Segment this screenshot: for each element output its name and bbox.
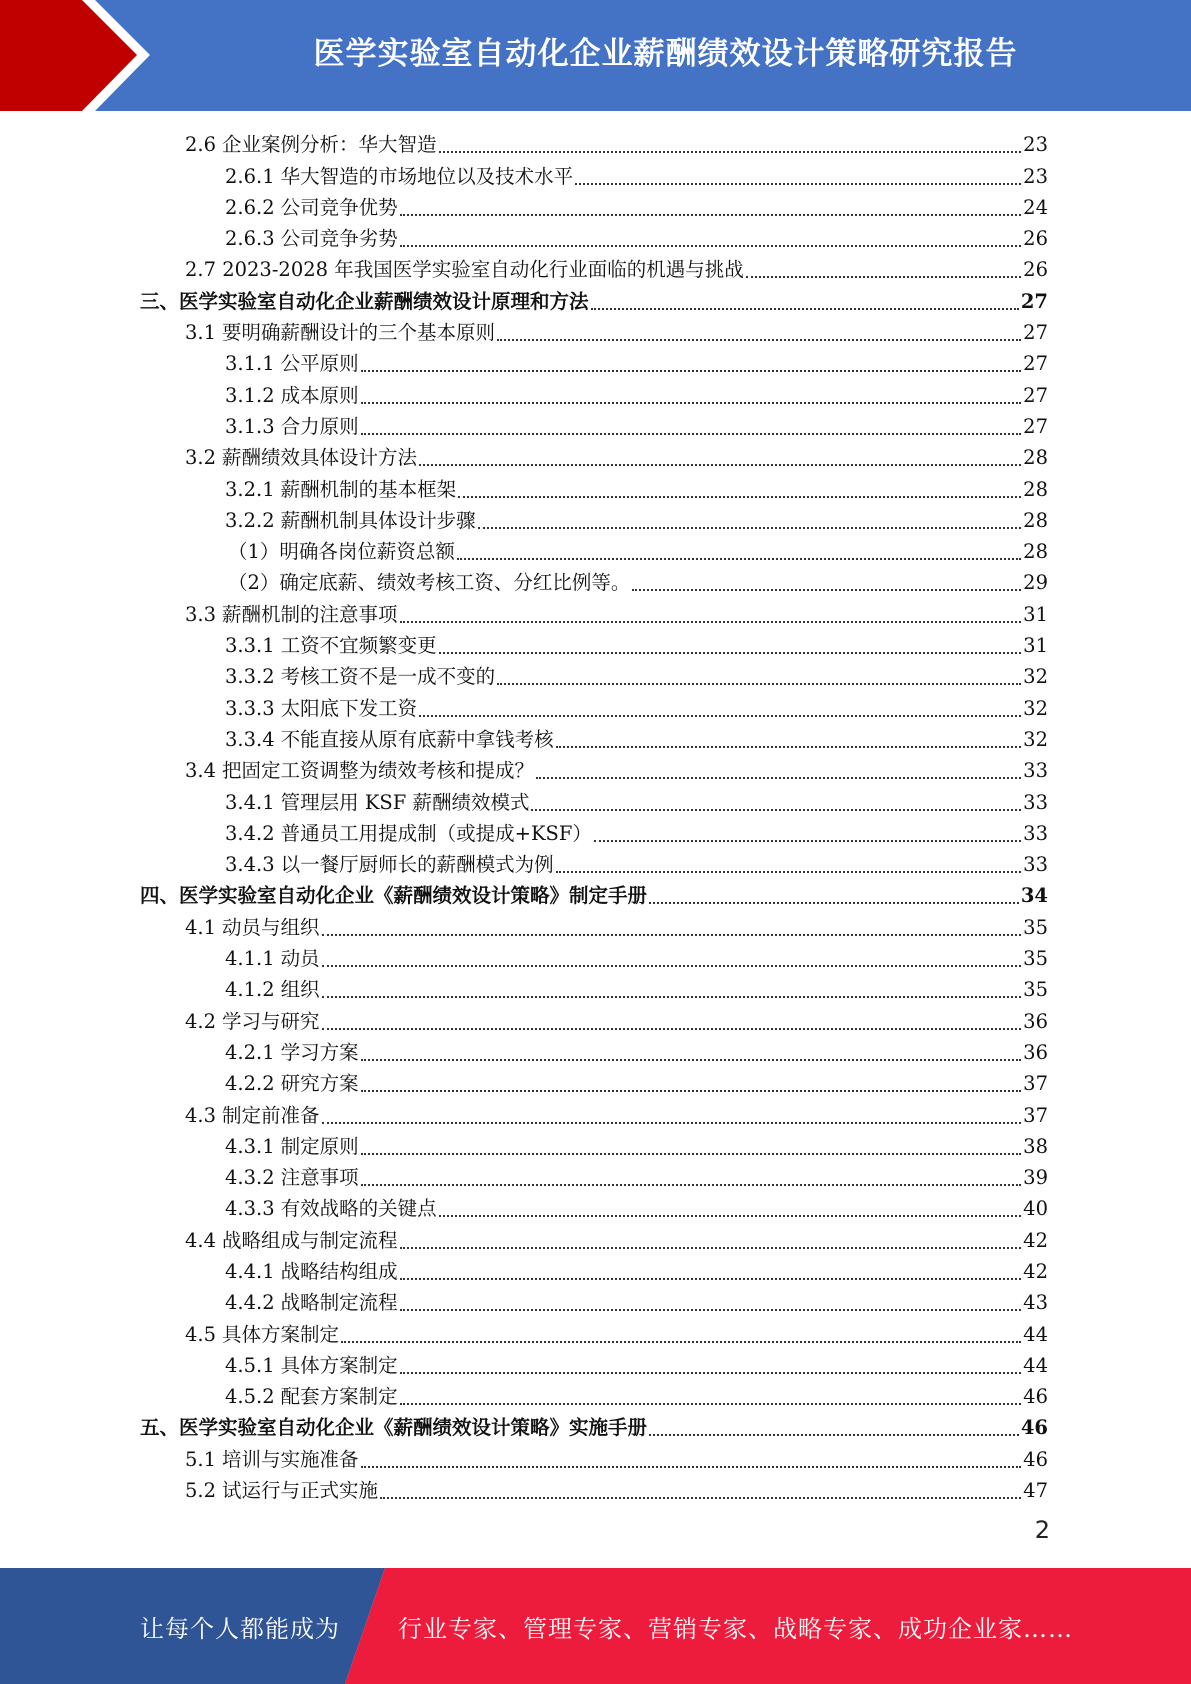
toc-entry-page: 47 bbox=[1023, 1479, 1048, 1503]
toc-dot-leader bbox=[458, 478, 1021, 498]
toc-entry-number: 4.3.2 bbox=[225, 1166, 275, 1190]
toc-entry-number: 4.1.2 bbox=[225, 978, 275, 1002]
toc-entry-page: 24 bbox=[1023, 195, 1048, 219]
toc-entry-title: 配套方案制定 bbox=[280, 1385, 398, 1409]
toc-entry-number: 4.1.1 bbox=[225, 947, 275, 971]
toc-entry-title: 五、医学实验室自动化企业《薪酬绩效设计策略》实施手册 bbox=[140, 1416, 648, 1440]
toc-entry[interactable] bbox=[140, 189, 1048, 220]
toc-dot-leader bbox=[400, 1385, 1022, 1405]
toc-dot-leader bbox=[536, 759, 1021, 779]
toc-entry-page: 43 bbox=[1023, 1291, 1048, 1315]
toc-entry-number: 4.2 bbox=[185, 1009, 217, 1033]
toc-entry-page: 33 bbox=[1023, 853, 1048, 877]
toc-entry[interactable] bbox=[140, 157, 1048, 188]
toc-entry-title: 公司竞争优势 bbox=[280, 195, 398, 219]
toc-entry-number: 4.3.3 bbox=[225, 1197, 275, 1221]
toc-entry-title: 以一餐厅厨师长的薪酬模式为例 bbox=[280, 853, 554, 877]
toc-entry-page: 42 bbox=[1023, 1228, 1048, 1252]
toc-entry-number: 4.4.2 bbox=[225, 1291, 275, 1315]
toc-dot-leader bbox=[322, 1104, 1022, 1124]
toc-entry-number: 3.1.2 bbox=[225, 383, 275, 407]
toc-dot-leader bbox=[746, 258, 1021, 278]
toc-dot-leader bbox=[649, 1416, 1019, 1436]
toc-entry-title: 培训与实施准备 bbox=[222, 1447, 359, 1471]
toc-dot-leader bbox=[531, 791, 1021, 811]
toc-entry-number: 3.3 bbox=[185, 602, 217, 626]
toc-dot-leader bbox=[400, 1229, 1022, 1249]
toc-entry-title: 普通员工用提成制（或提成+KSF） bbox=[280, 821, 592, 845]
toc-entry-page: 27 bbox=[1023, 414, 1048, 438]
toc-dot-leader bbox=[400, 1260, 1022, 1280]
toc-entry-title: 动员 bbox=[280, 947, 320, 971]
toc-entry[interactable] bbox=[140, 627, 1048, 658]
toc-entry-title: 2.7 2023-2028 年我国医学实验室自动化行业面临的机遇与挑战 bbox=[185, 258, 744, 282]
footer-slogan-left: 让每个人都能成为 bbox=[140, 1614, 340, 1643]
toc-entry-page: 36 bbox=[1023, 1040, 1048, 1064]
toc-entry-number: 2.6.2 bbox=[225, 195, 275, 219]
toc-entry-title: 把固定工资调整为绩效考核和提成？ bbox=[222, 759, 535, 783]
toc-entry-page: 42 bbox=[1023, 1259, 1048, 1283]
toc-dot-leader bbox=[400, 1354, 1022, 1374]
toc-dot-leader bbox=[380, 1479, 1021, 1499]
toc-entry-title: 薪酬机制的基本框架 bbox=[280, 477, 457, 501]
toc-entry-number: 5.2 bbox=[185, 1479, 217, 1503]
toc-entry-title: 薪酬机制具体设计步骤 bbox=[280, 508, 476, 532]
toc-entry-number: 3.2 bbox=[185, 446, 217, 470]
toc-entry-page: 34 bbox=[1020, 884, 1048, 908]
toc-entry[interactable] bbox=[140, 595, 1048, 626]
toc-entry-page: 37 bbox=[1023, 1103, 1048, 1127]
toc-entry[interactable] bbox=[140, 564, 1048, 595]
toc-entry-number: 4.5 bbox=[185, 1322, 217, 1346]
toc-entry-title: 制定原则 bbox=[280, 1134, 359, 1158]
toc-entry-page: 36 bbox=[1023, 1009, 1048, 1033]
toc-entry-number: 3.4.2 bbox=[225, 821, 275, 845]
toc-dot-leader bbox=[361, 1041, 1022, 1061]
toc-entry-page: 35 bbox=[1023, 947, 1048, 971]
toc-entry[interactable] bbox=[140, 1378, 1048, 1409]
toc-entry-page: 33 bbox=[1023, 759, 1048, 783]
toc-entry-number: 4.3 bbox=[185, 1103, 217, 1127]
toc-entry-page: 35 bbox=[1023, 978, 1048, 1002]
toc-dot-leader bbox=[591, 290, 1019, 310]
toc-entry-title: 工资不宜频繁变更 bbox=[280, 634, 437, 658]
toc-dot-leader bbox=[322, 947, 1022, 967]
toc-entry-title: 学习方案 bbox=[280, 1040, 359, 1064]
toc-dot-leader bbox=[361, 1166, 1022, 1186]
toc-entry-title: 企业案例分析：华大智造 bbox=[222, 133, 437, 157]
toc-entry[interactable] bbox=[140, 282, 1048, 313]
toc-entry-title: 公司竞争劣势 bbox=[280, 227, 398, 251]
toc-entry[interactable] bbox=[140, 1284, 1048, 1315]
toc-entry[interactable] bbox=[140, 1128, 1048, 1159]
toc-entry[interactable] bbox=[140, 940, 1048, 971]
toc-entry[interactable] bbox=[140, 470, 1048, 501]
toc-entry-title: 考核工资不是一成不变的 bbox=[280, 665, 496, 689]
toc-dot-leader bbox=[400, 1291, 1022, 1311]
toc-entry-title: 具体方案制定 bbox=[280, 1353, 398, 1377]
toc-entry-number: 3.1.3 bbox=[225, 414, 275, 438]
toc-entry-page: 27 bbox=[1020, 289, 1048, 313]
toc-entry-page: 27 bbox=[1023, 352, 1048, 376]
toc-entry-page: 46 bbox=[1023, 1447, 1048, 1471]
toc-entry-number: 3.4.3 bbox=[225, 853, 275, 877]
toc-entry-title: 薪酬机制的注意事项 bbox=[222, 602, 398, 626]
toc-dot-leader bbox=[556, 728, 1022, 748]
toc-entry[interactable] bbox=[140, 658, 1048, 689]
toc-entry-page: 33 bbox=[1023, 790, 1048, 814]
toc-entry[interactable] bbox=[140, 877, 1048, 908]
toc-entry[interactable] bbox=[140, 1440, 1048, 1471]
toc-dot-leader bbox=[400, 603, 1022, 623]
toc-dot-leader bbox=[419, 446, 1021, 466]
toc-entry-page: 32 bbox=[1023, 727, 1048, 751]
toc-entry-number: 3.1 bbox=[185, 321, 217, 345]
toc-entry-page: 28 bbox=[1023, 477, 1048, 501]
toc-entry-number: 3.4 bbox=[185, 759, 217, 783]
table-of-contents bbox=[140, 126, 1048, 1503]
toc-entry-page: 40 bbox=[1023, 1197, 1048, 1221]
toc-entry-number: 4.5.1 bbox=[225, 1353, 275, 1377]
toc-entry[interactable] bbox=[140, 971, 1048, 1002]
toc-entry-number: 4.1 bbox=[185, 915, 217, 939]
toc-entry[interactable] bbox=[140, 1472, 1048, 1503]
toc-entry-page: 27 bbox=[1023, 321, 1048, 345]
toc-dot-leader bbox=[361, 415, 1022, 435]
toc-entry[interactable] bbox=[140, 752, 1048, 783]
toc-dot-leader bbox=[439, 133, 1022, 153]
toc-entry[interactable] bbox=[140, 783, 1048, 814]
toc-entry-number: 3.1.1 bbox=[225, 352, 275, 376]
toc-entry-number: 3.3.2 bbox=[225, 665, 275, 689]
toc-dot-leader bbox=[497, 665, 1021, 685]
toc-entry-title: 要明确薪酬设计的三个基本原则 bbox=[222, 321, 496, 345]
toc-entry-title: （1）明确各岗位薪资总额 bbox=[228, 540, 455, 564]
toc-entry[interactable] bbox=[140, 126, 1048, 157]
toc-dot-leader bbox=[497, 321, 1021, 341]
toc-entry[interactable] bbox=[140, 439, 1048, 470]
toc-dot-leader bbox=[361, 1448, 1022, 1468]
toc-entry-number: 2.6.1 bbox=[225, 164, 275, 188]
toc-entry-title: 三、医学实验室自动化企业薪酬绩效设计原理和方法 bbox=[140, 289, 589, 313]
toc-dot-leader bbox=[322, 916, 1022, 936]
toc-entry[interactable] bbox=[140, 314, 1048, 345]
toc-entry[interactable] bbox=[140, 1034, 1048, 1065]
toc-dot-leader bbox=[632, 571, 1021, 591]
toc-entry[interactable] bbox=[140, 345, 1048, 376]
toc-dot-leader bbox=[457, 540, 1021, 560]
toc-entry-page: 38 bbox=[1023, 1134, 1048, 1158]
toc-dot-leader bbox=[649, 884, 1019, 904]
toc-dot-leader bbox=[400, 196, 1022, 216]
toc-dot-leader bbox=[361, 1072, 1022, 1092]
footer-slogan-right: 行业专家、管理专家、营销专家、战略专家、成功企业家…… bbox=[398, 1614, 1073, 1643]
toc-entry-title: 注意事项 bbox=[280, 1166, 359, 1190]
toc-entry-number: 4.2.1 bbox=[225, 1040, 275, 1064]
toc-entry-title: 战略制定流程 bbox=[280, 1291, 398, 1315]
toc-entry[interactable] bbox=[140, 689, 1048, 720]
toc-entry-title: 薪酬绩效具体设计方法 bbox=[222, 446, 418, 470]
toc-entry-number: 2.6.3 bbox=[225, 227, 275, 251]
toc-entry[interactable] bbox=[140, 408, 1048, 439]
page-footer bbox=[0, 1568, 1191, 1684]
toc-entry[interactable] bbox=[140, 908, 1048, 939]
toc-dot-leader bbox=[594, 822, 1021, 842]
toc-entry-page: 44 bbox=[1023, 1353, 1048, 1377]
toc-dot-leader bbox=[361, 352, 1022, 372]
toc-entry-page: 46 bbox=[1020, 1416, 1048, 1440]
page-number: 2 bbox=[1034, 1516, 1050, 1544]
toc-entry-page: 46 bbox=[1023, 1385, 1048, 1409]
toc-entry-page: 26 bbox=[1023, 258, 1048, 282]
toc-entry-number: 3.3.4 bbox=[225, 727, 275, 751]
toc-entry[interactable] bbox=[140, 1065, 1048, 1096]
toc-entry-page: 37 bbox=[1023, 1072, 1048, 1096]
toc-entry[interactable] bbox=[140, 251, 1048, 282]
toc-entry-title: 有效战略的关键点 bbox=[280, 1197, 437, 1221]
toc-dot-leader bbox=[556, 853, 1022, 873]
toc-entry-number: 3.3.3 bbox=[225, 696, 275, 720]
toc-entry-title: 四、医学实验室自动化企业《薪酬绩效设计策略》制定手册 bbox=[140, 884, 648, 908]
toc-entry-number: 5.1 bbox=[185, 1447, 217, 1471]
toc-entry[interactable] bbox=[140, 1002, 1048, 1033]
toc-entry-page: 35 bbox=[1023, 915, 1048, 939]
toc-entry-title: 华大智造的市场地位以及技术水平 bbox=[280, 164, 574, 188]
toc-entry-page: 44 bbox=[1023, 1322, 1048, 1346]
toc-entry[interactable] bbox=[140, 1409, 1048, 1440]
toc-entry-title: 合力原则 bbox=[280, 414, 359, 438]
toc-entry[interactable] bbox=[140, 220, 1048, 251]
toc-entry-page: 31 bbox=[1023, 602, 1048, 626]
toc-entry-number: 4.4.1 bbox=[225, 1259, 275, 1283]
toc-entry-page: 31 bbox=[1023, 634, 1048, 658]
toc-entry[interactable] bbox=[140, 533, 1048, 564]
toc-entry-title: 太阳底下发工资 bbox=[280, 696, 418, 720]
toc-entry[interactable] bbox=[140, 502, 1048, 533]
page-header bbox=[0, 0, 1191, 111]
toc-entry-page: 27 bbox=[1023, 383, 1048, 407]
toc-entry[interactable] bbox=[140, 721, 1048, 752]
toc-dot-leader bbox=[341, 1323, 1021, 1343]
toc-entry[interactable] bbox=[140, 376, 1048, 407]
toc-entry-title: 公平原则 bbox=[280, 352, 359, 376]
toc-entry-title: 动员与组织 bbox=[222, 915, 320, 939]
toc-entry-page: 26 bbox=[1023, 227, 1048, 251]
toc-dot-leader bbox=[322, 1010, 1022, 1030]
toc-entry[interactable] bbox=[140, 1159, 1048, 1190]
toc-entry-page: 23 bbox=[1023, 133, 1048, 157]
toc-dot-leader bbox=[575, 165, 1021, 185]
toc-dot-leader bbox=[400, 227, 1022, 247]
toc-entry-title: 试运行与正式实施 bbox=[222, 1479, 379, 1503]
toc-entry-page: 28 bbox=[1023, 446, 1048, 470]
toc-entry[interactable] bbox=[140, 846, 1048, 877]
toc-dot-leader bbox=[439, 1197, 1022, 1217]
toc-entry-page: 33 bbox=[1023, 821, 1048, 845]
toc-dot-leader bbox=[478, 509, 1022, 529]
toc-entry[interactable] bbox=[140, 1190, 1048, 1221]
toc-entry-number: 3.2.2 bbox=[225, 508, 275, 532]
toc-entry-title: 组织 bbox=[280, 978, 320, 1002]
toc-entry-title: 研究方案 bbox=[280, 1072, 359, 1096]
toc-entry-title: 战略结构组成 bbox=[280, 1259, 398, 1283]
toc-entry-title: 成本原则 bbox=[280, 383, 359, 407]
toc-entry-page: 28 bbox=[1023, 540, 1048, 564]
toc-entry-number: 4.5.2 bbox=[225, 1385, 275, 1409]
toc-entry-number: 3.4.1 bbox=[225, 790, 275, 814]
toc-entry-number: 4.3.1 bbox=[225, 1134, 275, 1158]
toc-entry-title: （2）确定底薪、绩效考核工资、分红比例等。 bbox=[228, 571, 631, 595]
toc-entry[interactable] bbox=[140, 1221, 1048, 1252]
toc-entry-number: 2.6 bbox=[185, 133, 217, 157]
toc-entry[interactable] bbox=[140, 1315, 1048, 1346]
toc-entry-title: 管理层用 KSF 薪酬绩效模式 bbox=[280, 790, 530, 814]
toc-entry-page: 28 bbox=[1023, 508, 1048, 532]
toc-entry-number: 4.2.2 bbox=[225, 1072, 275, 1096]
toc-entry-number: 3.3.1 bbox=[225, 634, 275, 658]
document-title: 医学实验室自动化企业薪酬绩效设计策略研究报告 bbox=[313, 35, 1018, 72]
toc-dot-leader bbox=[322, 978, 1022, 998]
toc-dot-leader bbox=[361, 384, 1022, 404]
toc-entry-number: 3.2.1 bbox=[225, 477, 275, 501]
toc-entry-title: 具体方案制定 bbox=[222, 1322, 340, 1346]
toc-entry-title: 学习与研究 bbox=[222, 1009, 320, 1033]
toc-entry-title: 不能直接从原有底薪中拿钱考核 bbox=[280, 727, 554, 751]
toc-entry-page: 39 bbox=[1023, 1166, 1048, 1190]
toc-dot-leader bbox=[419, 697, 1021, 717]
toc-entry[interactable] bbox=[140, 1347, 1048, 1378]
toc-entry-page: 32 bbox=[1023, 696, 1048, 720]
toc-entry-page: 29 bbox=[1023, 571, 1048, 595]
toc-entry-number: 4.4 bbox=[185, 1228, 217, 1252]
toc-entry-title: 制定前准备 bbox=[222, 1103, 320, 1127]
toc-entry[interactable] bbox=[140, 815, 1048, 846]
toc-dot-leader bbox=[361, 1135, 1022, 1155]
toc-entry[interactable] bbox=[140, 1253, 1048, 1284]
toc-entry-page: 32 bbox=[1023, 665, 1048, 689]
toc-entry[interactable] bbox=[140, 1096, 1048, 1127]
toc-entry-page: 23 bbox=[1023, 164, 1048, 188]
toc-dot-leader bbox=[439, 634, 1022, 654]
toc-entry-title: 战略组成与制定流程 bbox=[222, 1228, 398, 1252]
